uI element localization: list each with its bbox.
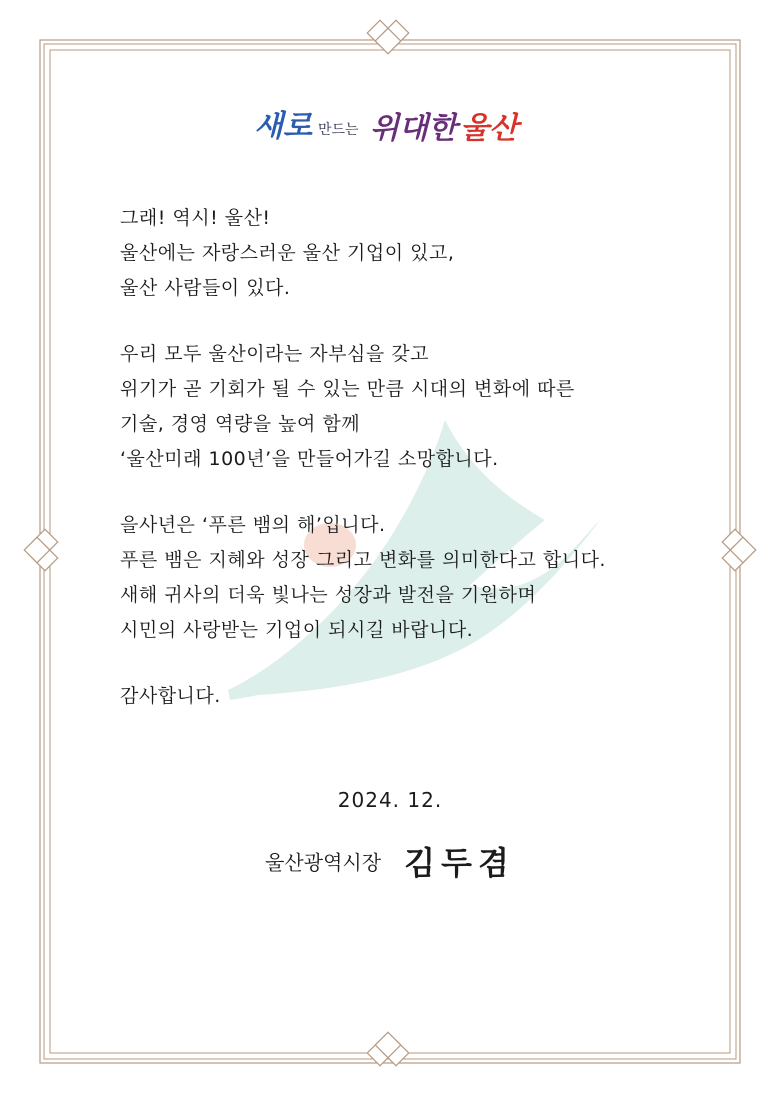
slogan-logo: [250, 98, 540, 158]
text-line: 울산에는 자랑스러운 울산 기업이 있고,: [120, 242, 455, 264]
text-line: 푸른 뱀은 지혜와 성장 그리고 변화를 의미한다고 합니다.: [120, 549, 606, 571]
paragraph-thanks: [120, 679, 690, 714]
signature-title: 울산광역시장: [265, 850, 382, 875]
text-line: 시민의 사랑받는 기업이 되시길 바랍니다.: [120, 619, 474, 641]
slogan-word-2: 만드는: [318, 122, 359, 138]
slogan-word-4: 울산: [460, 111, 518, 146]
slogan-word-1: 새로: [254, 109, 312, 144]
text-line: 위기가 곧 기회가 될 수 있는 만큼 시대의 변화에 따른: [120, 378, 575, 400]
letter-body: [120, 201, 690, 745]
text-line: 울산 사람들이 있다.: [120, 277, 291, 299]
slogan-word-3: 위대한: [370, 111, 457, 146]
text-line: 감사합니다.: [120, 685, 221, 707]
letter-date: 2024. 12.: [337, 788, 443, 812]
text-line: 우리 모두 울산이라는 자부심을 갖고: [120, 343, 429, 365]
text-line: 새해 귀사의 더욱 빛나는 성장과 발전을 기원하며: [120, 584, 537, 606]
signature-block: [0, 838, 780, 884]
text-line: ‘울산미래 100년’을 만들어가길 소망합니다.: [120, 448, 499, 470]
text-line: 그래! 역시! 울산!: [120, 207, 271, 229]
paragraph-wish: [120, 337, 690, 477]
text-line: 을사년은 ‘푸른 뱀의 해’입니다.: [120, 514, 386, 536]
text-line: 기술, 경영 역량을 높여 함께: [120, 413, 361, 435]
signature-name: 김두겸: [404, 844, 515, 882]
paragraph-new-year: [120, 508, 690, 648]
paragraph-greeting: [120, 201, 690, 306]
